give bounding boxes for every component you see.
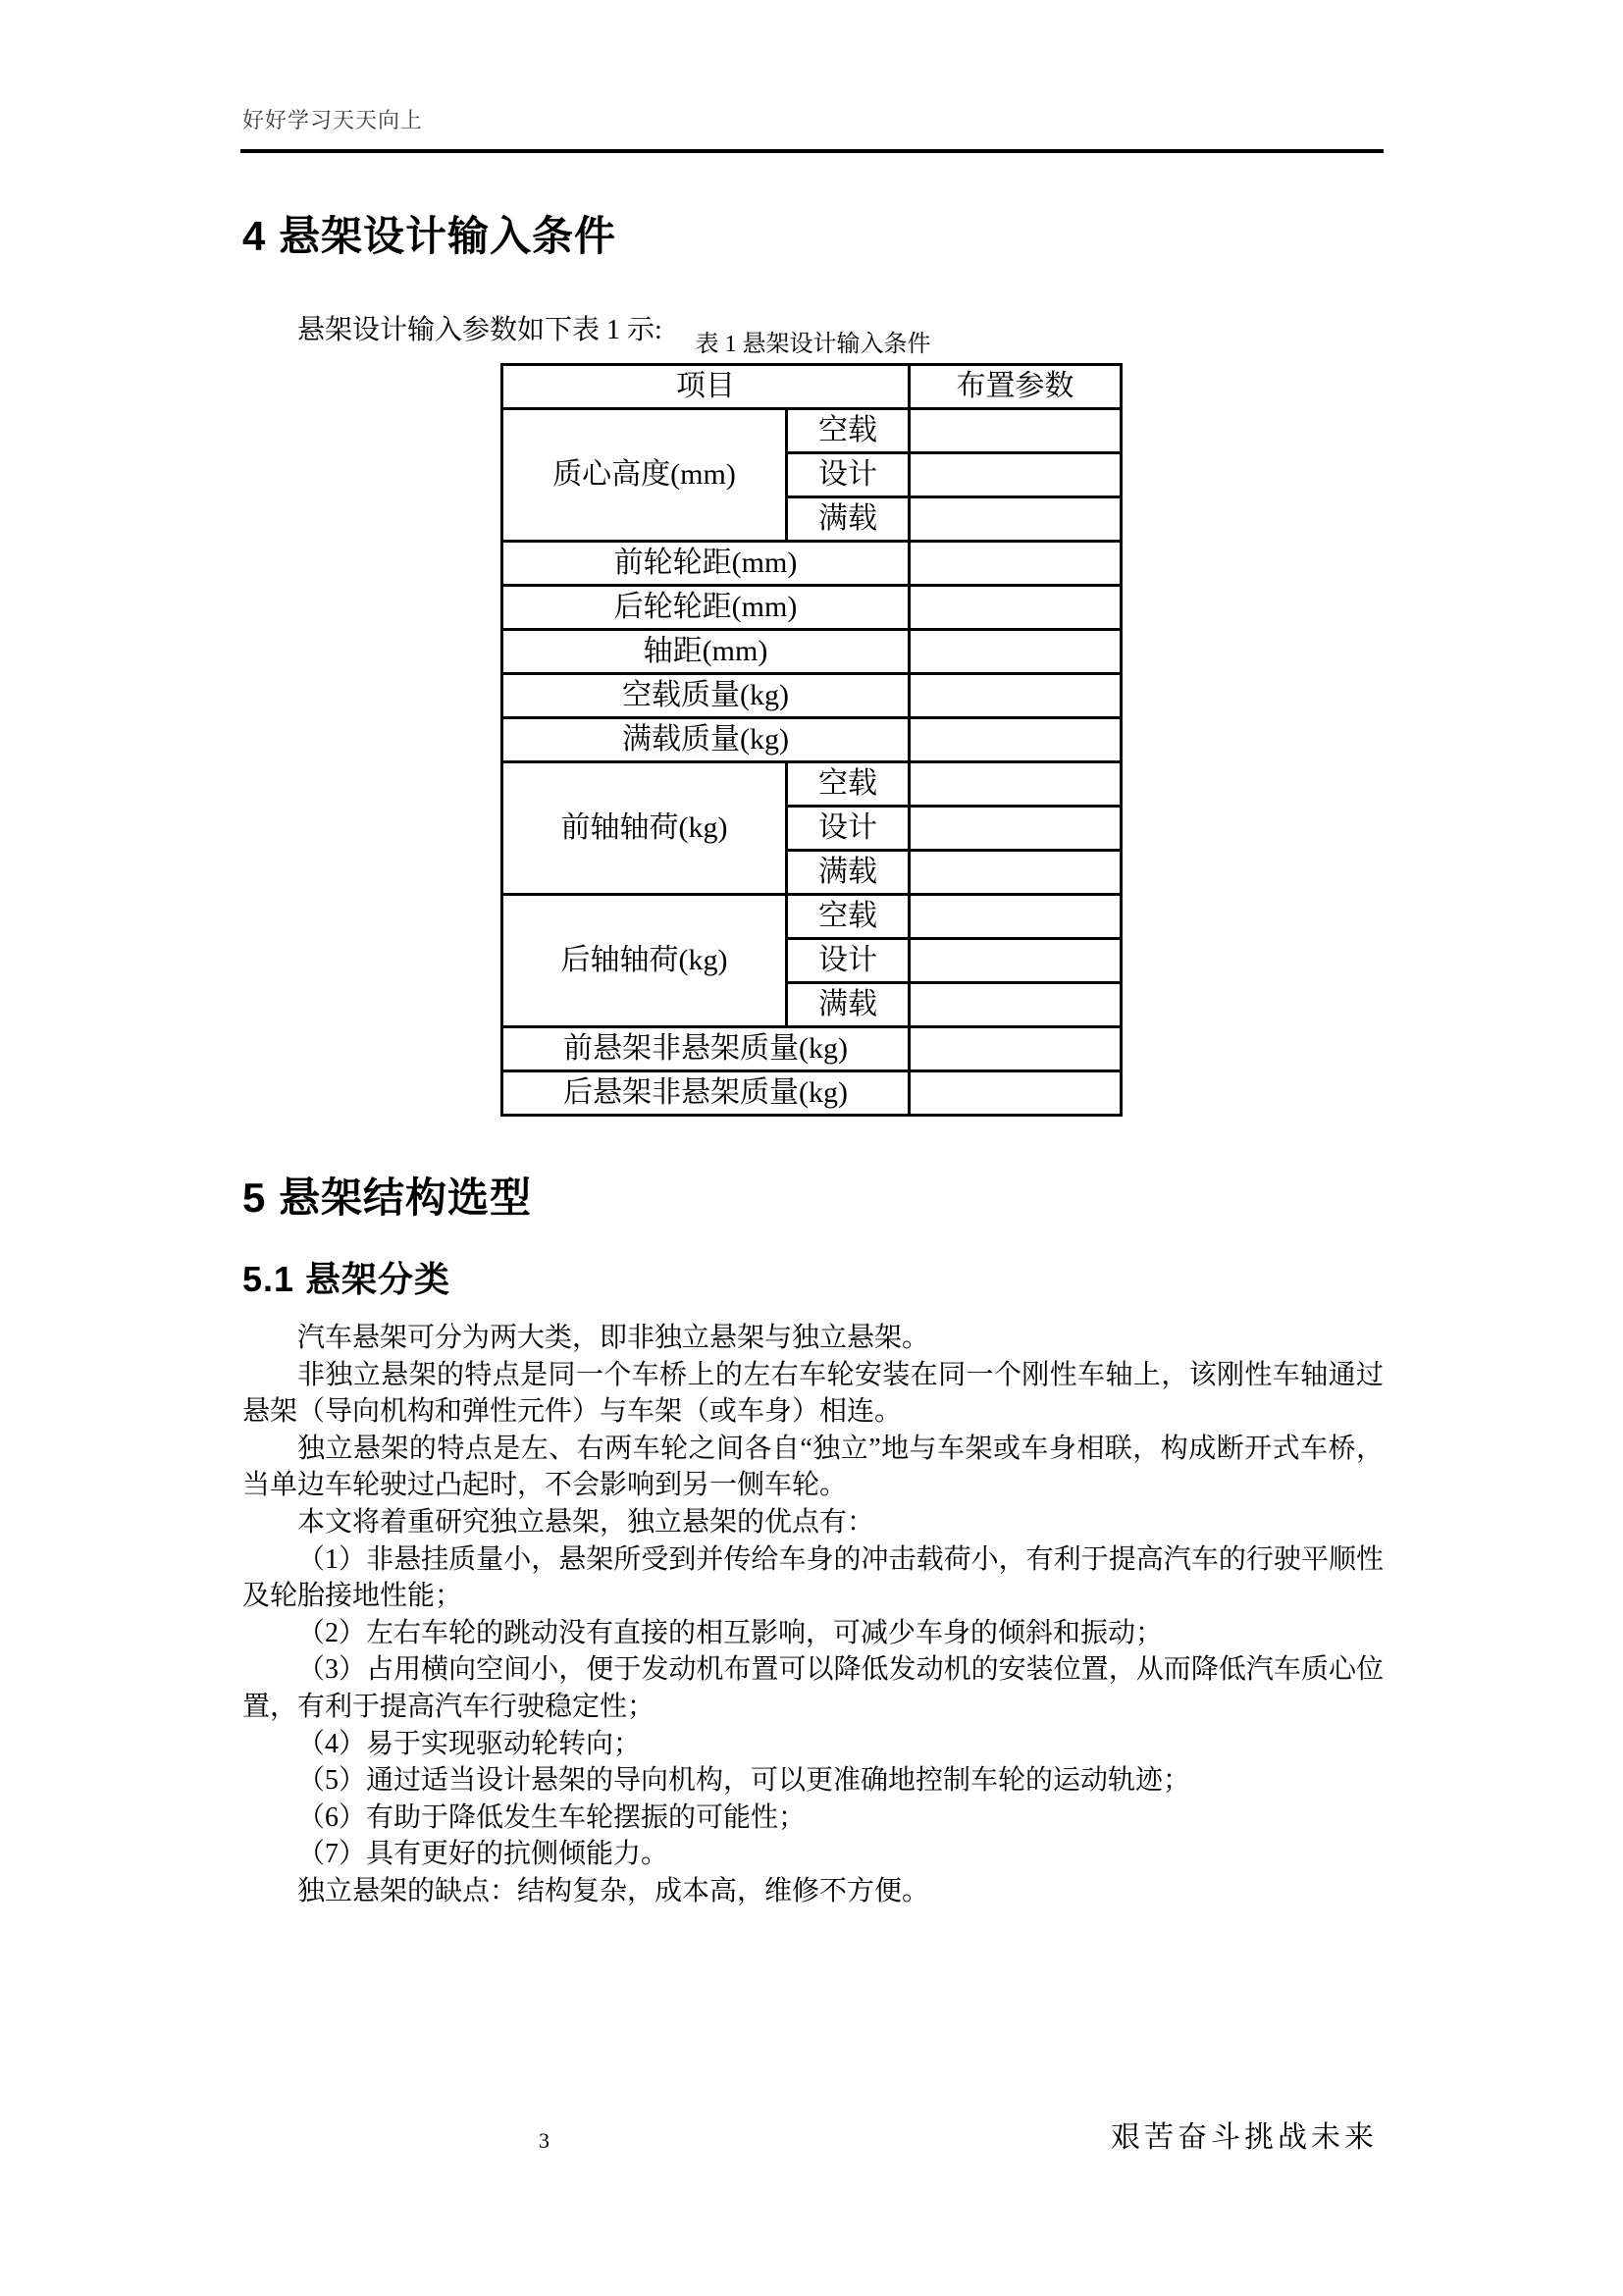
row-label-center-height: 质心高度(mm) bbox=[502, 409, 787, 542]
row-label-rear-unsprung-mass: 后悬架非悬架质量(kg) bbox=[502, 1071, 910, 1116]
intro-paragraph: 悬架设计输入参数如下表 1 示: bbox=[297, 315, 662, 345]
value-cell bbox=[910, 409, 1122, 453]
value-cell bbox=[910, 453, 1122, 497]
load-state-label: 满载 bbox=[787, 497, 910, 542]
row-label-full-mass: 满载质量(kg) bbox=[502, 718, 910, 762]
value-cell bbox=[910, 762, 1122, 807]
value-cell bbox=[910, 939, 1122, 983]
load-state-label: 设计 bbox=[787, 453, 910, 497]
table-row bbox=[502, 542, 1122, 586]
load-state-label: 空载 bbox=[787, 409, 910, 453]
section-4-heading: 4 悬架设计输入条件 bbox=[242, 213, 617, 259]
list-item-7: （7）具有更好的抗侧倾能力。 bbox=[297, 1839, 669, 1870]
running-header: 好好学习天天向上 bbox=[242, 108, 424, 132]
footer-motto: 艰苦奋斗挑战未来 bbox=[1111, 2121, 1378, 2154]
list-item-6: （6）有助于降低发生车轮摆振的可能性； bbox=[297, 1801, 807, 1833]
list-item-1: （1）非悬挂质量小，悬架所受到并传给车身的冲击载荷小，有利于提高汽车的行驶平顺性及轮胎接地性能； bbox=[242, 1543, 1384, 1612]
paragraph: 独立悬架的特点是左、右两车轮之间各自“独立”地与车架或车身相联，构成断开式车桥，当单边车轮驶过凸起时，不会影响到另一侧车轮。 bbox=[242, 1433, 1384, 1501]
table-row bbox=[502, 718, 1122, 762]
table-row bbox=[502, 895, 1122, 939]
value-cell bbox=[910, 1071, 1122, 1116]
header-rule bbox=[240, 149, 1384, 153]
table-row bbox=[502, 1027, 1122, 1071]
value-cell bbox=[910, 542, 1122, 586]
load-state-label: 设计 bbox=[787, 939, 910, 983]
table-row bbox=[502, 409, 1122, 453]
value-cell bbox=[910, 630, 1122, 674]
paragraph: 非独立悬架的特点是同一个车桥上的左右车轮安装在同一个刚性车轴上，该刚性车轴通过悬架（导向机构和弹性元件）与车架（或车身）相连。 bbox=[242, 1359, 1384, 1428]
input-parameters-table bbox=[500, 363, 1123, 1117]
page-number: 3 bbox=[539, 2128, 550, 2153]
table-header-row bbox=[502, 365, 1122, 409]
load-state-label: 空载 bbox=[787, 895, 910, 939]
value-cell bbox=[910, 586, 1122, 630]
value-cell bbox=[910, 851, 1122, 895]
value-cell bbox=[910, 983, 1122, 1027]
table-row bbox=[502, 630, 1122, 674]
paragraph: 独立悬架的缺点：结构复杂，成本高，维修不方便。 bbox=[297, 1875, 930, 1906]
col-header-item: 项目 bbox=[502, 365, 910, 409]
section-5-1-body bbox=[242, 1320, 1384, 1910]
load-state-label: 空载 bbox=[787, 762, 910, 807]
paragraph: 汽车悬架可分为两大类，即非独立悬架与独立悬架。 bbox=[297, 1323, 930, 1353]
list-item-4: （4）易于实现驱动轮转向； bbox=[297, 1728, 642, 1759]
load-state-label: 设计 bbox=[787, 807, 910, 851]
list-item-3: （3）占用横向空间小，便于发动机布置可以降低发动机的安装位置，从而降低汽车质心位置，有利于提高汽车行驶稳定性； bbox=[242, 1654, 1384, 1722]
row-label-wheelbase: 轴距(mm) bbox=[502, 630, 910, 674]
value-cell bbox=[910, 895, 1122, 939]
section-5-1-heading: 5.1 悬架分类 bbox=[242, 1259, 451, 1299]
load-state-label: 满载 bbox=[787, 983, 910, 1027]
table-row bbox=[502, 674, 1122, 718]
value-cell bbox=[910, 1027, 1122, 1071]
section-5-heading: 5 悬架结构选型 bbox=[242, 1174, 533, 1221]
paragraph: 本文将着重研究独立悬架，独立悬架的优点有： bbox=[297, 1506, 875, 1538]
value-cell bbox=[910, 674, 1122, 718]
row-label-front-track: 前轮轮距(mm) bbox=[502, 542, 910, 586]
table-row bbox=[502, 586, 1122, 630]
row-label-rear-track: 后轮轮距(mm) bbox=[502, 586, 910, 630]
table-row bbox=[502, 1071, 1122, 1116]
col-header-param: 布置参数 bbox=[910, 365, 1122, 409]
row-label-front-unsprung-mass: 前悬架非悬架质量(kg) bbox=[502, 1027, 910, 1071]
list-item-5: （5）通过适当设计悬架的导向机构，可以更准确地控制车轮的运动轨迹； bbox=[297, 1765, 1191, 1797]
list-item-2: （2）左右车轮的跳动没有直接的相互影响，可减少车身的倾斜和振动； bbox=[297, 1617, 1164, 1648]
table-caption: 表 1 悬架设计输入条件 bbox=[695, 332, 931, 357]
value-cell bbox=[910, 718, 1122, 762]
row-label-curb-mass: 空载质量(kg) bbox=[502, 674, 910, 718]
table-row bbox=[502, 762, 1122, 807]
row-label-rear-axle-load: 后轴轴荷(kg) bbox=[502, 895, 787, 1027]
row-label-front-axle-load: 前轴轴荷(kg) bbox=[502, 762, 787, 895]
load-state-label: 满载 bbox=[787, 851, 910, 895]
value-cell bbox=[910, 807, 1122, 851]
value-cell bbox=[910, 497, 1122, 542]
